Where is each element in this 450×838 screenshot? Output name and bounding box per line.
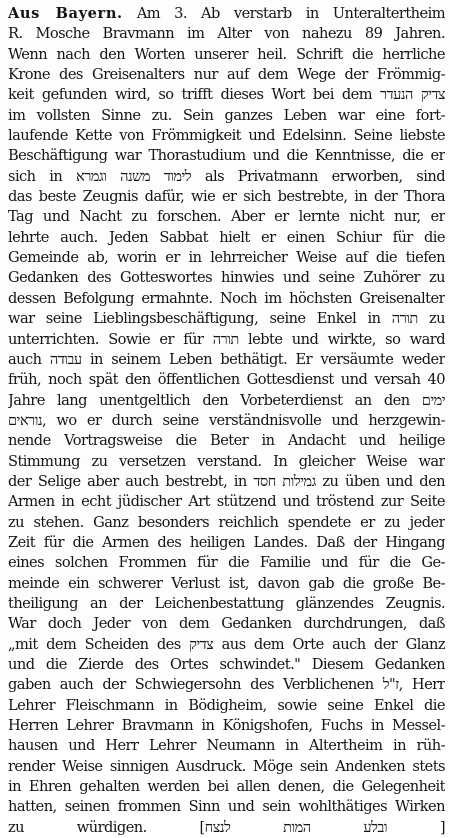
obituary-article (8, 4, 445, 838)
text-line: laufende Kette von Frömmigkeit und Edelsinn. Seine liebste (8, 127, 445, 145)
text-line: Lehrer Fleischmann in Bödigheim, sowie seine Enkel die (8, 696, 445, 714)
text-line: lehrte auch. Jeden Sabbat hielt er einen Schiur für die (8, 228, 445, 246)
text-line: nende Vortragsweise die Beter in Andacht und heilige (8, 432, 445, 450)
text-line: Zeit für die Armen des heiligen Landes. Daß der Hingang (8, 533, 445, 551)
text-line: auch עבודה in seinem Leben bethätigt. Er versäumte weder (8, 350, 445, 368)
text-line: Tag und Nacht zu forschen. Aber er lernte nicht nur, er (8, 208, 445, 226)
text-line: Gedanken des Gotteswortes hinwies und seine Zuhörer zu (8, 269, 445, 287)
text-line: war seine Lieblingsbeschäftigung, seine Enkel in תורה zu (8, 310, 445, 328)
text-line: gaben auch der Schwiegersohn des Verblichenen ז"ל, Herr (8, 676, 445, 694)
text-line: Krone des Greisenalters nur auf dem Wege der Frömmig- (8, 66, 445, 84)
text-line: und die Zierde des Ortes schwindet." Diesem Gedanken (8, 656, 445, 673)
text-line: der Selige aber auch bestrebt, in גמילות חסד zu üben und den (8, 472, 445, 490)
text-line: render Weise sinnigen Ausdruck. Möge sein Andenken stets (8, 757, 445, 775)
text-line: theiligung an der Leichenbestattung glänzendes Zeugnis. (8, 594, 445, 612)
text-line: sich in לימוד משנה וגמרא als Privatmann erworben, sind (8, 167, 445, 185)
text-line: Gemeinde ab, worin er in lehrreicher Weise auf die tiefen (8, 249, 445, 267)
text-line: „mit dem Scheiden des צדיק aus dem Orte auch der Glanz (8, 635, 445, 653)
article-body (8, 24, 445, 838)
text-line: Herren Lehrer Bravmann in Königshofen, Fuchs in Messel- (8, 717, 445, 735)
text-line: zu stehen. Ganz besonders reichlich spendete er zu jeder (8, 513, 445, 531)
text-line: zu würdigen. [ובלע המות לנצח ] (8, 818, 445, 836)
text-line: unterrichten. Sowie er für תורה lebte und wirkte, so ward (8, 330, 445, 348)
text-line: früh, noch spät den öffentlichen Gottesdienst und versah 40 (8, 371, 445, 389)
text-line: keit gefunden wird, so trifft dieses Wort bei dem צדיק הנעדר (8, 86, 445, 104)
text-line: dessen Befolgung ermahnte. Noch im höchsten Greisenalter (8, 289, 445, 307)
text-line: hausen und Herr Lehrer Neumann in Altertheim in rüh- (8, 737, 445, 755)
text-line: War doch Jeder von dem Gedanken durchdrungen, daß (8, 615, 445, 633)
text-line: das beste Zeugnis dafür, wie er sich bestrebte, in der Thora (8, 188, 445, 206)
text-line: נוראים, wo er durch seine verständnisvolle und herzgewin- (8, 411, 445, 429)
text-line: Armen in echt jüdischer Art stützend und tröstend zur Seite (8, 493, 445, 511)
first-line-text: Am 3. Ab verstarb in Unteraltertheim (136, 5, 445, 22)
text-line: in Ehren gehalten werden bei allen denen, die Gelegenheit (8, 778, 445, 796)
text-line: Beschäftigung war Thorastudium und die Kenntnisse, die er (8, 147, 445, 165)
text-line: im vollsten Sinne zu. Sein ganzes Leben war eine fort- (8, 106, 445, 124)
text-line: hatten, seinen frommen Sinn und sein wohlthätiges Wirken (8, 798, 445, 816)
text-line: Stimmung zu versetzen verstand. In gleicher Weise war (8, 452, 445, 470)
text-line: Jahre lang unentgeltlich den Vorbeterdienst an den ימים (8, 391, 445, 409)
text-line: R. Mosche Bravmann im Alter von nahezu 89 Jahren. (8, 25, 445, 43)
text-line: meinde ein schwerer Verlust ist, davon gab die große Be- (8, 574, 445, 592)
article-heading: Aus Bayern. (8, 5, 123, 22)
text-line: eines solchen Frommen für die Familie und für die Ge- (8, 554, 445, 572)
first-line (8, 4, 445, 24)
text-line: Wenn nach den Worten unserer heil. Schrift die herrliche (8, 45, 445, 63)
